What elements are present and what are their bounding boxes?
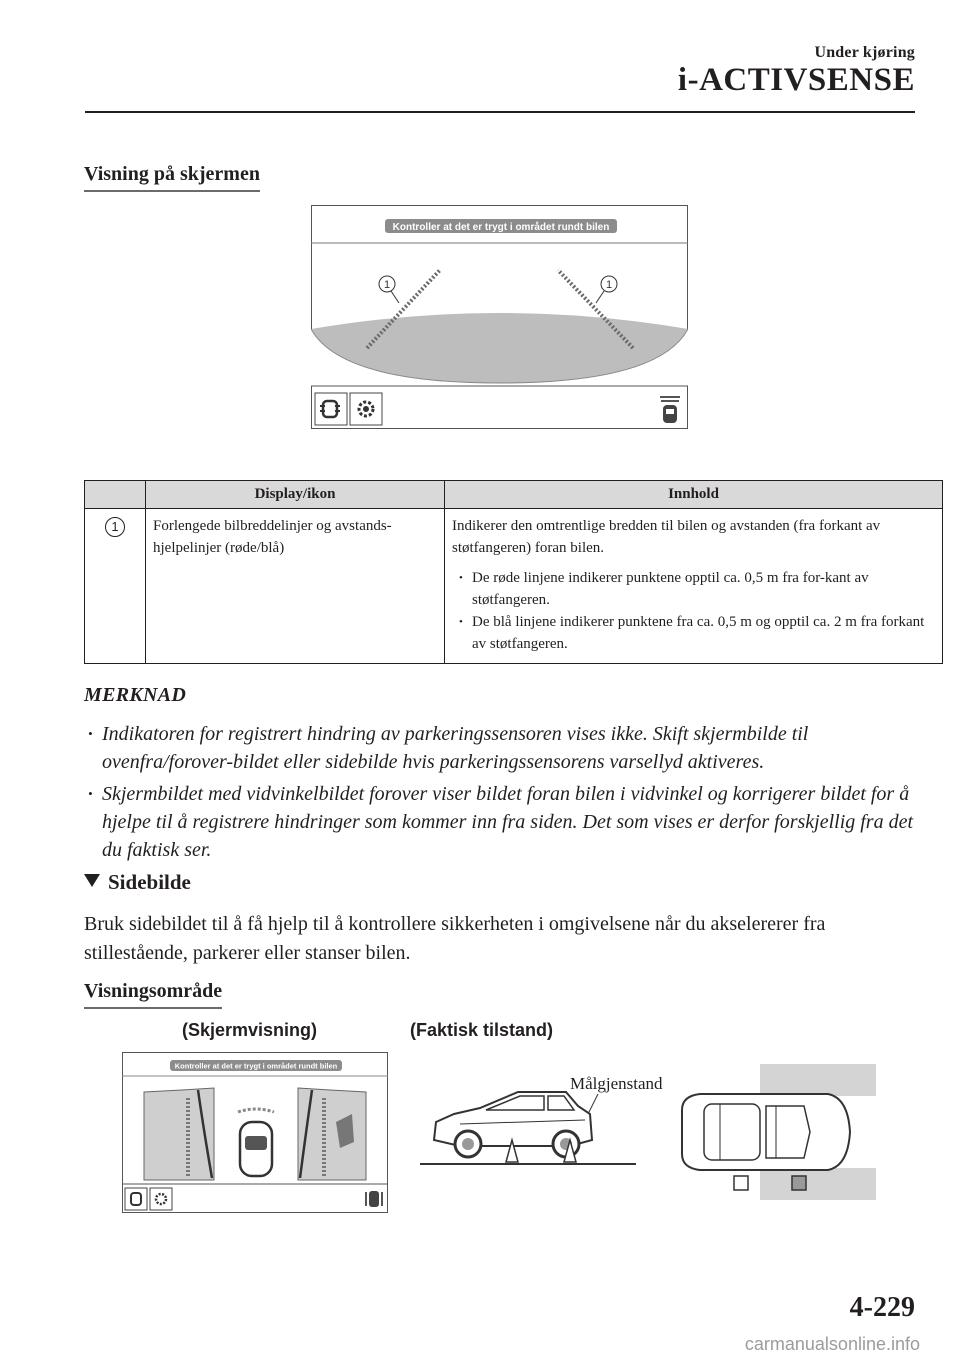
content-bullet: • De røde linjene indikerer punktene opptil ca. 0,5 m fra for-kant av støtfangeren. xyxy=(452,567,935,611)
callout-left-number: 1 xyxy=(383,279,391,291)
sensor-square-icon xyxy=(734,1176,748,1190)
actual-condition-svg xyxy=(420,1062,880,1212)
caption-actual: (Faktisk tilstand) xyxy=(410,1020,554,1040)
bottom-obstacle-area xyxy=(760,1168,876,1200)
row-number-circle: 1 xyxy=(105,517,125,537)
target-label: Målgjenstand xyxy=(570,1074,663,1093)
notice-heading: MERKNAD xyxy=(84,684,187,706)
table-cell-num xyxy=(85,509,146,664)
notice-list xyxy=(84,720,914,868)
sidebilde-heading: Sidebilde xyxy=(108,870,191,894)
table-header-num xyxy=(85,481,146,509)
caption-screen: (Skjermvisning) xyxy=(182,1020,318,1040)
right-side-panel xyxy=(298,1088,366,1180)
table-header-content: Innhold xyxy=(445,481,943,509)
side-view-switch-icon xyxy=(125,1188,147,1210)
content-bullet: • De blå linjene indikerer punktene fra ca. 0,5 m og opptil ca. 2 m fra forkant av støtfangeren. xyxy=(452,611,935,655)
content-text: Indikerer den omtrentlige bredden til bilen og avstanden (fra forkant av støtfangeren) foran bilen. xyxy=(452,518,881,556)
front-camera-screen-svg xyxy=(311,205,688,429)
view-switch-icon xyxy=(315,393,347,425)
content-bullet-list xyxy=(452,567,935,655)
sensor-square-filled-icon xyxy=(792,1176,806,1190)
table-header-display: Display/ikon xyxy=(146,481,445,509)
watermark: carmanualsonline.info xyxy=(744,1334,920,1354)
section-title: i-ACTIVSENSE xyxy=(677,62,915,98)
table-header-row xyxy=(85,481,943,509)
table-row xyxy=(85,509,943,664)
sidebilde-body: Bruk sidebildet til å få hjelp til å kontrollere sikkerheten i omgivelsene når du akselererer fra stillestående, parkerer eller stanser bilen. xyxy=(84,913,826,964)
triangle-bullet-icon xyxy=(84,874,100,887)
notice-item: • Skjermbildet med vidvinkelbildet forover viser bildet foran bilen i vidvinkel og korrigerer bildet for å hjelpe til å registrere hindringer som kommer inn fra siden. Det som vises er derfor forskjellig fra det du faktisk ser. xyxy=(84,780,914,864)
callout-right-number: 1 xyxy=(605,279,613,291)
screen-banner-text: Kontroller at det er trygt i området rundt bilen xyxy=(392,222,610,233)
front-camera-screen-figure xyxy=(311,205,688,429)
table-cell-display: Forlengede bilbreddelinjer og avstands-hjelpelinjer (røde/blå) xyxy=(146,509,445,664)
info-table xyxy=(84,480,943,664)
car-top-view xyxy=(682,1094,850,1170)
side-settings-gear-icon xyxy=(150,1188,172,1210)
side-view-screen-svg xyxy=(122,1052,388,1213)
top-obstacle-area xyxy=(760,1064,876,1096)
sidebilde-heading-wrap xyxy=(84,870,191,895)
header-rule xyxy=(85,111,915,113)
visningsomrade-heading: Visningsområde xyxy=(84,980,222,1009)
page-number: 4-229 xyxy=(849,1292,915,1323)
chapter-label: Under kjøring xyxy=(814,44,915,61)
table-cell-content xyxy=(445,509,943,664)
side-screen-banner-text: Kontroller at det er trygt i området rundt bilen xyxy=(174,1061,338,1071)
actual-condition-figure xyxy=(420,1062,880,1212)
visning-heading: Visning på skjermen xyxy=(84,163,260,192)
notice-item: • Indikatoren for registrert hindring av parkeringssensoren vises ikke. Skift skjermbilde til ovenfra/forover-bildet eller sidebilde hvis parkeringssensorens varsellyd aktiveres. xyxy=(84,720,914,776)
side-view-screen-figure xyxy=(122,1052,388,1213)
